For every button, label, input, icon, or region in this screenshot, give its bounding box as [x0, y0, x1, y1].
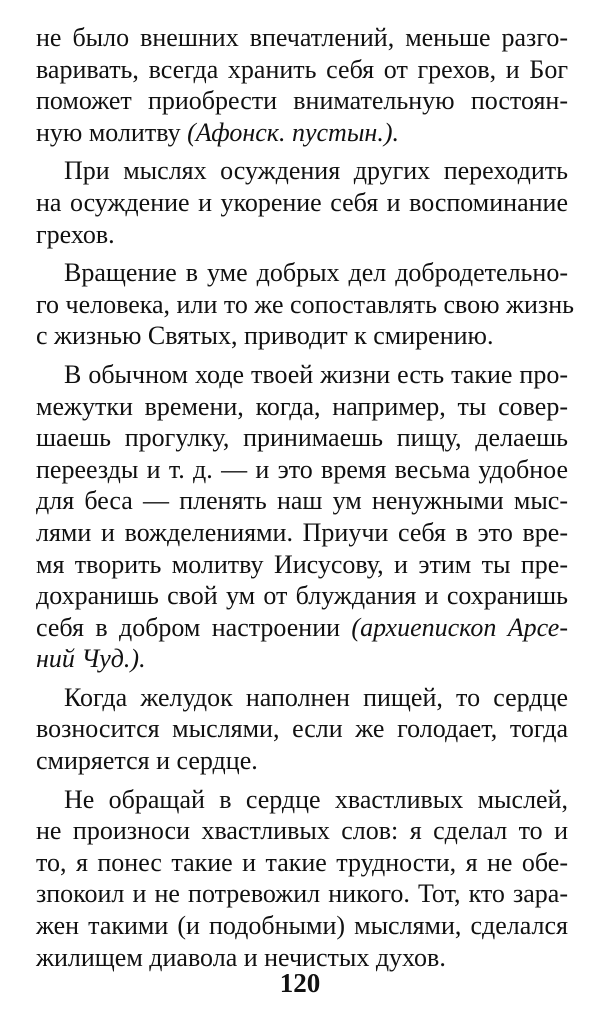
text-line: В обычном ходе твоей жизни есть такие про-	[64, 359, 568, 389]
text-line: поможет приобрести внимательную постоян-	[36, 86, 568, 116]
paragraph-1	[36, 22, 568, 148]
text-line-with-source	[36, 612, 568, 644]
text-line: мя творить молитву Иисусову, и этим ты пре-	[36, 549, 568, 579]
paragraph-3	[36, 257, 574, 352]
text-line: на осуждение и укорение себя и воспоминание	[36, 187, 568, 217]
text-line: дохранишь свой ум от блуждания и сохранишь	[36, 581, 568, 611]
text-line: Вращение в уме добрых дел добродетельно-	[64, 258, 568, 288]
text-line: варивать, всегда хранить себя от грехов, и Бог	[36, 54, 568, 84]
page-number: 120	[279, 968, 321, 998]
text-line: межутки времени, когда, например, ты совер-	[36, 391, 568, 421]
text-line: не произноси хвастливых слов: я сделал то и	[36, 816, 568, 846]
text-line: Когда желудок наполнен пищей, то сердце	[64, 682, 568, 712]
text-line: жен такими (и подобными) мыслями, сделался	[36, 911, 568, 941]
book-page-text	[36, 22, 574, 973]
text-line: не было внешних впечатлений, меньше разго-	[36, 23, 568, 52]
text-line: с жизнью Святых, приводит к смирению.	[36, 321, 494, 351]
text-line: для беса — пленять наш ум ненужными мыс-	[36, 486, 568, 516]
text-line: зпокоил и не потревожил никого. Тот, кто зара-	[36, 879, 568, 909]
paragraph-2	[36, 155, 568, 250]
source-citation: (Афонск. пустын.).	[187, 117, 399, 147]
paragraph-6	[36, 784, 568, 974]
paragraph-5	[36, 682, 568, 777]
text-line: то, я понес такие и такие трудности, я не обе-	[36, 847, 568, 877]
text-line: шаешь прогулку, принимаешь пищу, делаешь	[36, 423, 568, 453]
text-line: переезды и т. д. — и это время весьма удобное	[36, 454, 568, 484]
text-line: возносится мыслями, если же голодает, тогда	[36, 714, 568, 744]
source-citation: (архиепископ Арсе-	[351, 612, 568, 642]
text-line: лями и вожделениями. Приучи себя в это вре-	[36, 517, 568, 547]
paragraph-4	[36, 359, 568, 675]
text-line: При мыслях осуждения других переходить	[64, 156, 568, 186]
text-line: смиряется и сердце.	[36, 746, 258, 776]
text-line: Не обращай в сердце хвастливых мыслей,	[64, 784, 568, 814]
text-line: жилищем диавола и нечистых духов.	[36, 942, 446, 972]
text-line: грехов.	[36, 219, 115, 249]
text-line: го человека, или то же сопоставлять свою жизнь	[36, 289, 574, 319]
text-fragment: себя в добром настроении	[36, 612, 352, 642]
source-citation: ний Чуд.).	[36, 644, 146, 674]
text-line-with-source	[36, 117, 568, 149]
text-fragment: ную молитву	[36, 117, 188, 147]
